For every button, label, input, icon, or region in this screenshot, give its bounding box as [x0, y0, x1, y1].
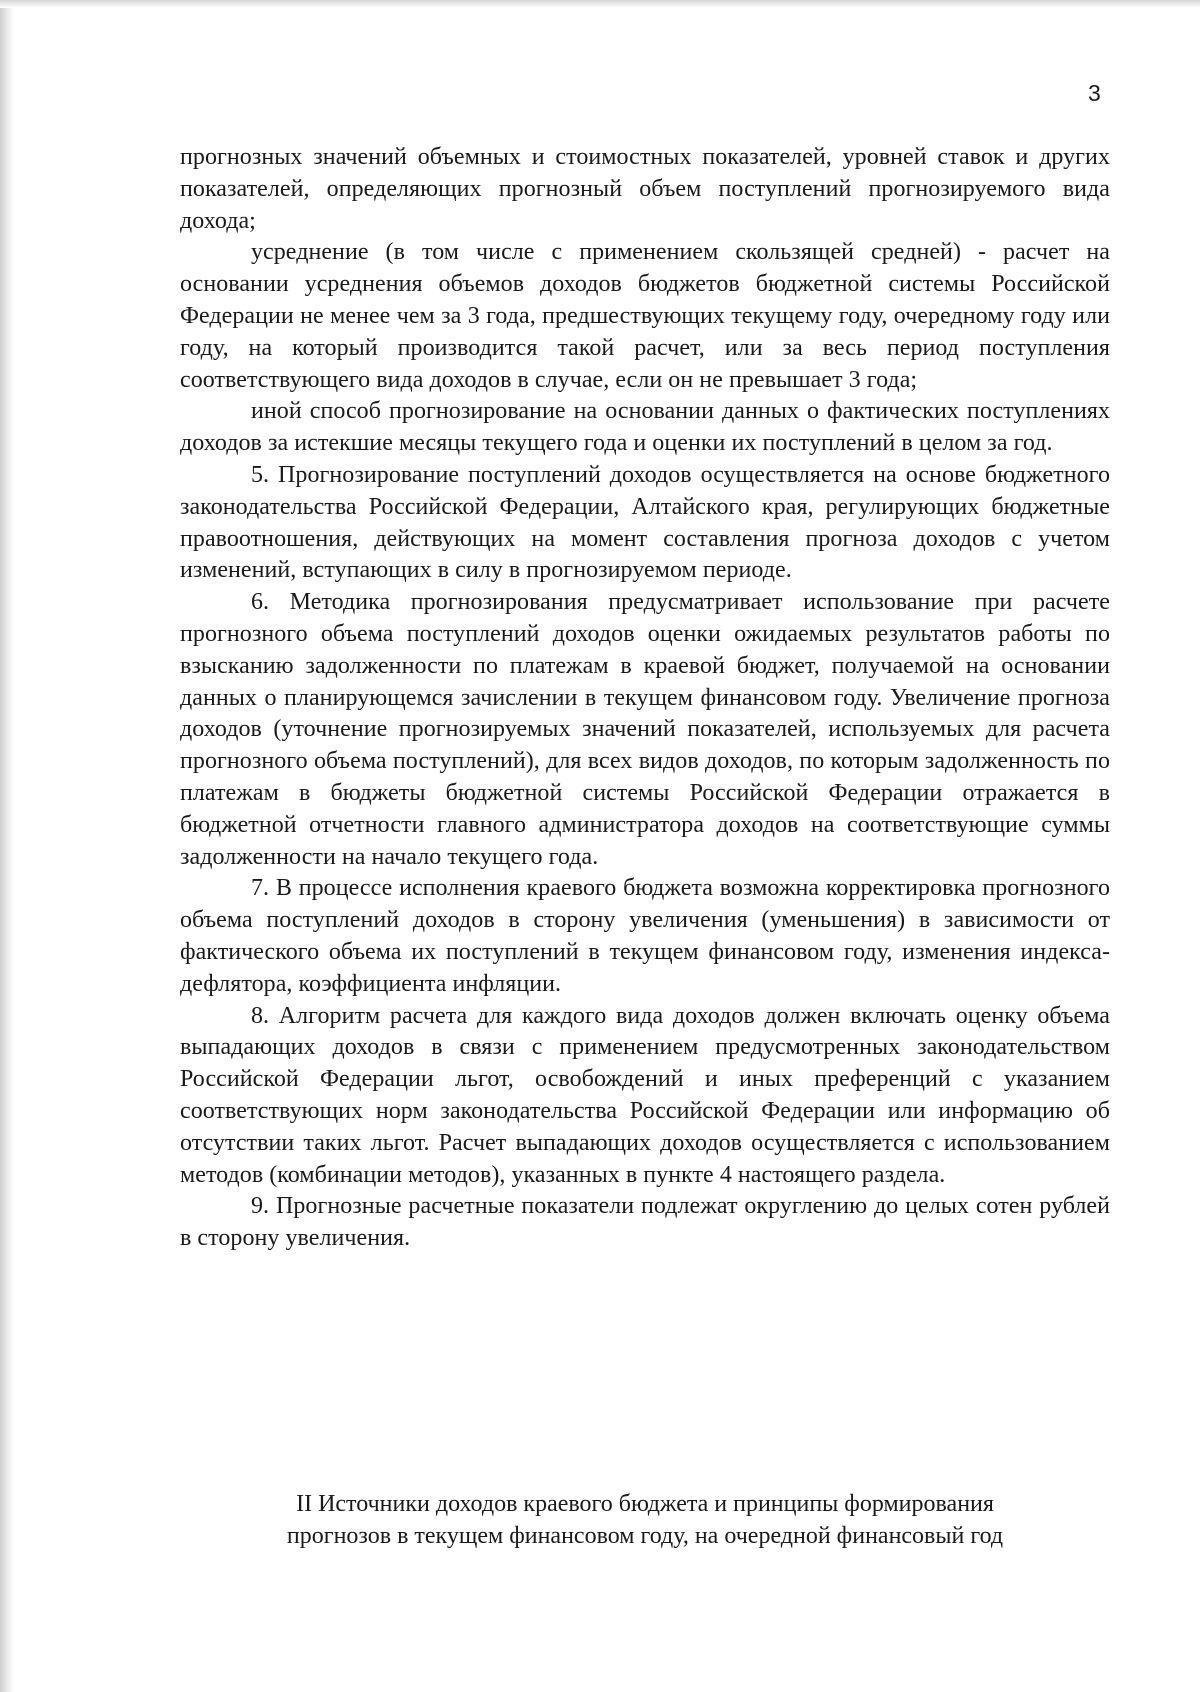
section-heading-line-1: II Источники доходов краевого бюджета и принципы формирования [296, 1491, 994, 1517]
paragraph-item-9: 9. Прогнозные расчетные показатели подлежат округлению до целых сотен рублей в сторону увеличения. [180, 1193, 1110, 1252]
document-body [180, 142, 1110, 1255]
paragraph-item-8: 8. Алгоритм расчета для каждого вида доходов должен включать оценку объема выпадающих доходов в связи с применением предусмотренных законодательством Российской Федерации льгот, освобождений и иных преференций с указанием соответствующих норм законодательства Российской Федерации или информацию об отсутствии таких льгот. Расчет выпадающих доходов осуществляется с использованием методов (комбинации методов), указанных в пункте 4 настоящего раздела. [180, 1002, 1110, 1188]
paragraph-forecast-values: прогнозных значений объемных и стоимостных показателей, уровней ставок и других показателей, определяющих прогнозный объем поступлений прогнозируемого вида дохода; [180, 144, 1110, 234]
scan-edge-top [0, 0, 1200, 8]
scan-edge-left [0, 0, 14, 1692]
paragraph-item-5: 5. Прогнозирование поступлений доходов осуществляется на основе бюджетного законодательства Российской Федерации, Алтайского края, регулирующих бюджетные правоотношения, действующих на момент составления прогноза доходов с учетом изменений, вступающих в силу в прогнозируемом периоде. [180, 461, 1110, 584]
section-heading [180, 1488, 1110, 1552]
paragraph-item-7: 7. В процессе исполнения краевого бюджета возможна корректировка прогнозного объема поступлений доходов в сторону увеличения (уменьшения) в зависимости от фактического объема их поступлений в текущем финансовом году, изменения индекса-дефлятора, коэффициента инфляции. [180, 875, 1110, 997]
section-heading-line-2: прогнозов в текущем финансовом году, на очередной финансовый год [286, 1523, 1004, 1549]
page-number: 3 [1088, 80, 1101, 106]
paragraph-other-method: иной способ прогнозирование на основании данных о фактических поступлениях доходов за истекшие месяцы текущего года и оценки их поступлений в целом за год. [180, 398, 1110, 457]
paragraph-item-6: 6. Методика прогнозирования предусматривает использование при расчете прогнозного объема поступлений доходов оценки ожидаемых результатов работы по взысканию задолженности по платежам в краевой бюджет, получаемой на основании данных о планирующемся зачислении в текущем финансовом году. Увеличение прогноза доходов (уточнение прогнозируемых значений показателей, используемых для расчета прогнозного объема поступлений), для всех видов доходов, по которым задолженность по платежам в бюджеты бюджетной системы Российской Федерации отражается в бюджетной отчетности главного администратора доходов на соответствующие суммы задолженности на начало текущего года. [180, 589, 1110, 870]
paragraph-averaging: усреднение (в том числе с применением скользящей средней) - расчет на основании усреднения объемов доходов бюджетов бюджетной системы Российской Федерации не менее чем за 3 года, предшествующих текущему году, очередному году или году, на который производится такой расчет, или за весь период поступления соответствующего вида доходов в случае, если он не превышает 3 года; [180, 239, 1110, 393]
